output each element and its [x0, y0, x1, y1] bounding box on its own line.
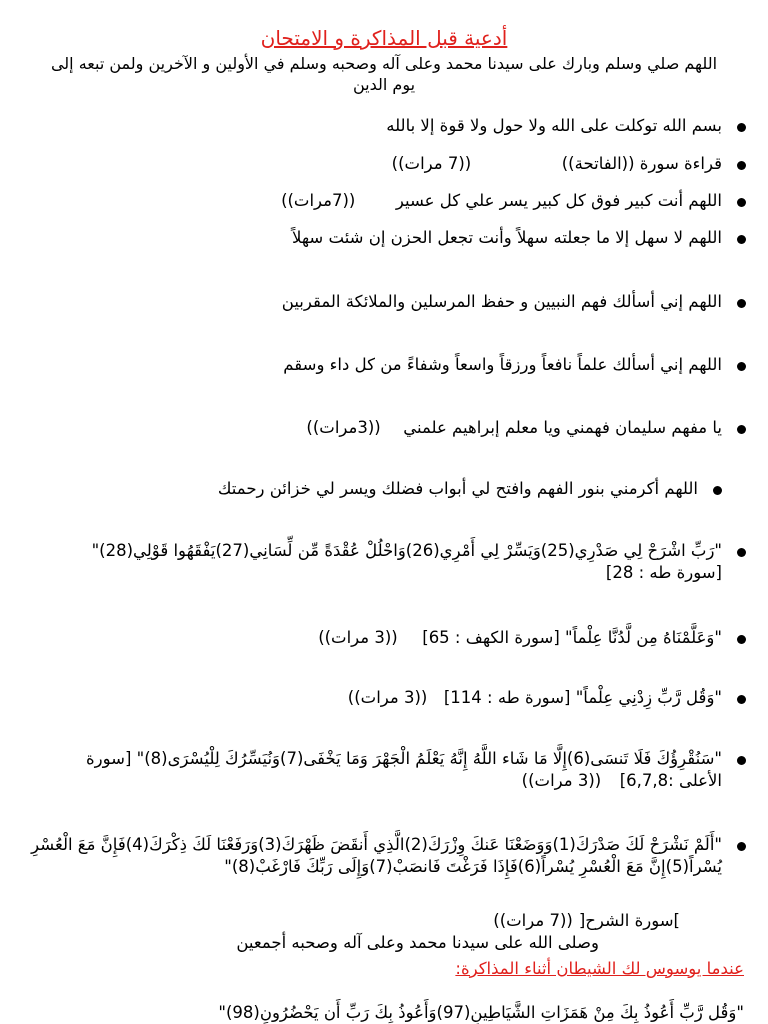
bullet-icon	[737, 198, 746, 207]
list-item	[281, 190, 722, 212]
item-text: "وَعَلَّمْنَاهُ مِن لَّدُنَّا عِلْماً" [سورة الكهف : 65]	[422, 628, 722, 647]
item-text: "وَقُل رَّبِّ زِدْنِي عِلْماً" [سورة طه : 114]	[443, 688, 722, 707]
item-text: اللهم أكرمني بنور الفهم وافتح لي أبواب فضلك ويسر لي خزائن رحمتك	[217, 479, 698, 498]
list-item	[348, 687, 722, 709]
bullet-icon	[737, 235, 746, 244]
item-text: "سَنُقْرِؤُكَ فَلَا تَنسَى(6)إِلَّا مَا شَاء اللَّهُ إِنَّهُ يَعْلَمُ الْجَهْرَ وَمَا يَخْفَى(7)وَنُيَسِّرُكَ لِلْيُسْرَى(8)" [سورة الأعلى :6,7,8]	[86, 749, 722, 790]
list-item	[386, 115, 722, 137]
bullet-icon	[737, 425, 746, 434]
bullet-icon	[737, 123, 746, 132]
item-text: "رَبِّ اشْرَحْ لِي صَدْرِي(25)وَيَسِّرْ لِي أَمْرِي(26)وَاحْلُلْ عُقْدَةً مِّن لِّسَانِي(27)يَفْقَهُوا قَوْلِي(28)" [سورة طه : 28]	[91, 541, 722, 582]
page-title: أدعية قبل المذاكرة و الامتحان	[260, 26, 508, 50]
bullet-icon	[737, 635, 746, 644]
bullet-icon	[737, 695, 746, 704]
bullet-icon	[737, 756, 746, 765]
item-text: اللهم لا سهل إلا ما جعلته سهلاً وأنت تجعل الحزن إن شئت سهلاً	[291, 228, 722, 247]
bullet-icon	[737, 548, 746, 557]
surah-reference: ]سورة الشرح[((7 مرات))	[493, 911, 680, 930]
intro-paragraph: اللهم صلي وسلم وبارك على سيدنا محمد وعلى آله وصحبه وسلم في الأولين و الآخرين ولمن تبعه إلى يوم الدين	[50, 54, 718, 94]
closing-prayer: وصلى الله على سيدنا محمد وعلى آله وصحبه أجمعين	[236, 933, 599, 952]
list-item	[292, 227, 722, 249]
list-item	[218, 478, 698, 500]
item-count: ((3 مرات))	[318, 628, 398, 647]
bullet-icon	[737, 299, 746, 308]
item-count: ((7مرات))	[281, 191, 356, 210]
list-item	[306, 417, 722, 439]
list-item	[392, 153, 722, 175]
bullet-icon	[737, 842, 746, 851]
item-count: ((3مرات))	[306, 418, 381, 437]
item-count: ((7 مرات))	[391, 154, 472, 173]
item-text: قراءة سورة ((الفاتحة))	[561, 154, 722, 173]
list-item	[283, 354, 722, 376]
list-item	[282, 291, 722, 313]
list-item	[46, 540, 722, 584]
bullet-icon	[713, 486, 722, 495]
item-count: ((3 مرات))	[347, 688, 428, 707]
section-heading: عندما يوسوس لك الشيطان أثناء المذاكرة:	[455, 959, 744, 978]
item-text: اللهم أنت كبير فوق كل كبير يسر علي كل عسير	[395, 191, 722, 210]
closing-block	[24, 910, 724, 954]
item-text: اللهم إني أسألك علماً نافعاً ورزقاً واسعاً وشفاءً من كل داء وسقم	[283, 355, 722, 374]
item-text: "أَلَمْ نَشْرَحْ لَكَ صَدْرَكَ(1)وَوَضَعْنَا عَنكَ وِزْرَكَ(2)الَّذِي أَنقَضَ ظَهْرَكَ(3)وَرَفَعْنَا لَكَ ذِكْرَكَ(4)فَإِنَّ مَعَ الْعُسْرِ يُسْراً(5)إِنَّ مَعَ الْعُسْرِ يُسْراً(6)فَإِذَا فَرَغْتَ فَانصَبْ(7)وَإِلَى رَبِّكَ فَارْغَبْ(8)"	[31, 835, 722, 876]
whisper-dua: "وَقُل رَّبِّ أَعُوذُ بِكَ مِنْ هَمَزَاتِ الشَّيَاطِينِ(97)وَأَعُوذُ بِكَ رَبِّ أَن يَحْضُرُونِ(98)"	[218, 1003, 744, 1022]
bullet-icon	[737, 362, 746, 371]
list-item	[46, 748, 722, 792]
list-item	[318, 627, 722, 649]
item-count: ((3 مرات))	[521, 771, 602, 790]
item-text: يا مفهم سليمان فهمني ويا معلم إبراهيم علمني	[403, 418, 722, 437]
item-text: اللهم إني أسألك فهم النبيين و حفظ المرسلين والملائكة المقربين	[281, 292, 722, 311]
item-text: بسم الله توكلت على الله ولا حول ولا قوة إلا بالله	[386, 116, 722, 135]
list-item	[20, 834, 722, 878]
bullet-icon	[737, 161, 746, 170]
